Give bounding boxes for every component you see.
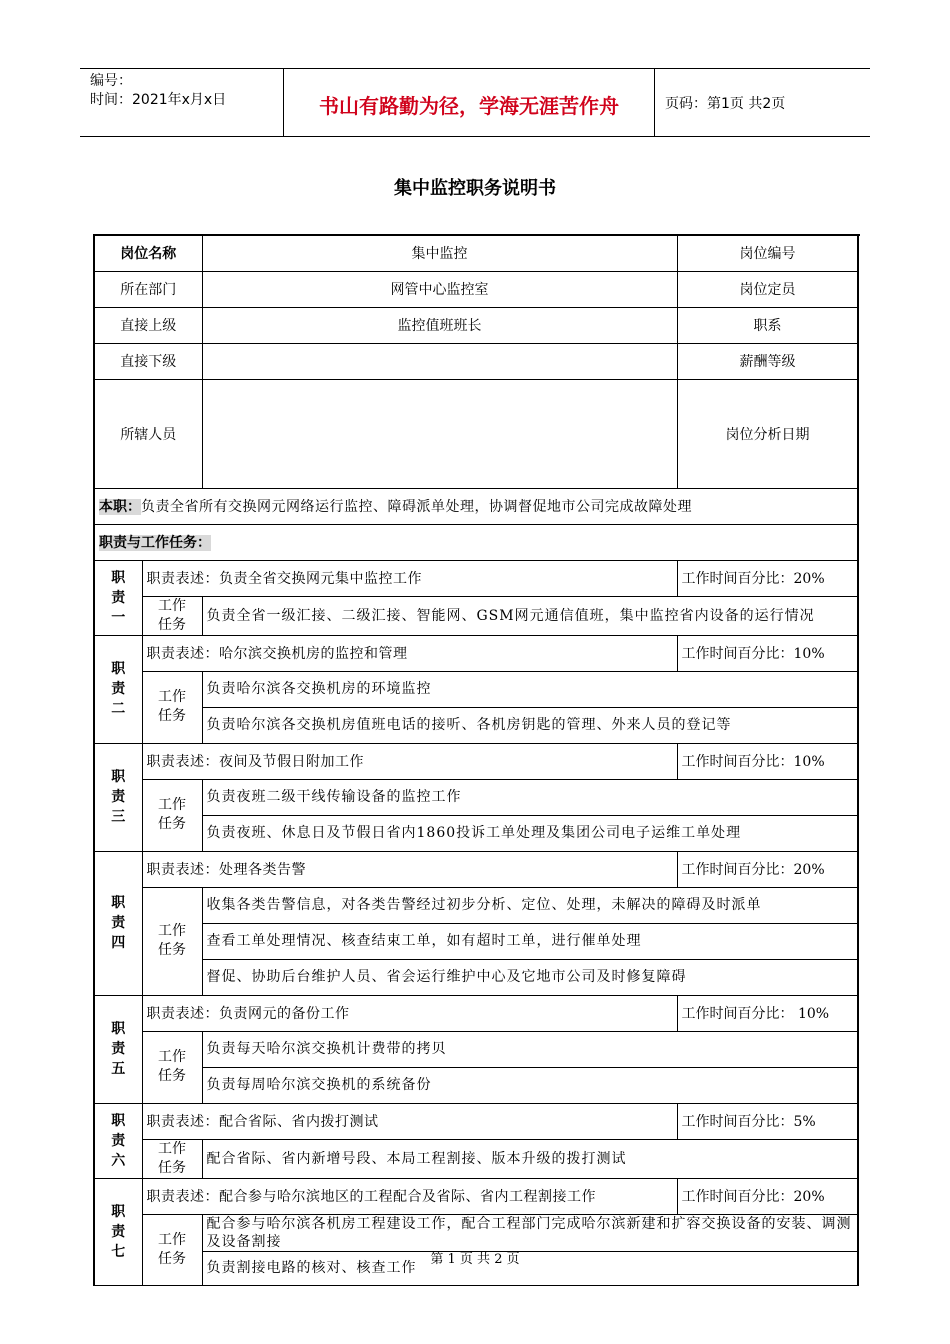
info-label: 职系 bbox=[677, 307, 858, 343]
duty-number-char: 职 bbox=[111, 661, 126, 677]
task-label-line: 工作 bbox=[158, 1231, 186, 1248]
duty-number-cell bbox=[94, 743, 142, 851]
duty-time-percentage: 工作时间百分比：10% bbox=[677, 635, 858, 671]
task-text: 负责夜班、休息日及节假日省内1860投诉工单处理及集团公司电子运维工单处理 bbox=[202, 815, 858, 851]
info-label: 岗位名称 bbox=[94, 235, 202, 271]
duty-number-char: 责 bbox=[111, 1223, 126, 1240]
duty-number-char: 责 bbox=[111, 1132, 126, 1149]
info-value: 监控值班班长 bbox=[202, 307, 677, 343]
duties-heading: 职责与工作任务： bbox=[99, 535, 211, 551]
info-value: 网管中心监控室 bbox=[202, 271, 677, 307]
task-row bbox=[94, 779, 858, 815]
duty-description: 职责表述：配合省际、省内拨打测试 bbox=[142, 1103, 677, 1139]
duty-number-cell bbox=[94, 560, 142, 635]
task-label-cell bbox=[142, 1031, 202, 1103]
task-text: 负责割接电路的核对、核查工作 bbox=[202, 1251, 858, 1285]
info-row bbox=[94, 343, 858, 379]
task-label-line: 任务 bbox=[158, 616, 186, 633]
duty-number-char: 责 bbox=[111, 789, 126, 805]
duty-description-row bbox=[94, 1103, 858, 1139]
duty-number-cell bbox=[94, 851, 142, 995]
header-page-number: 页码：第1页 共2页 bbox=[665, 96, 786, 112]
task-label-line: 工作 bbox=[158, 1140, 186, 1157]
duty-number-char: 一 bbox=[111, 609, 126, 626]
task-row bbox=[94, 959, 858, 995]
duty-time-percentage: 工作时间百分比：20% bbox=[677, 1178, 858, 1214]
task-row bbox=[94, 923, 858, 959]
duty-time-percentage: 工作时间百分比：10% bbox=[677, 743, 858, 779]
info-value bbox=[202, 379, 677, 488]
task-label-cell bbox=[142, 887, 202, 995]
task-text: 配合省际、省内新增号段、本局工程割接、版本升级的拨打测试 bbox=[202, 1139, 858, 1178]
duty-number-char: 责 bbox=[111, 681, 126, 697]
duty-number-char: 七 bbox=[111, 1243, 126, 1260]
task-text: 负责哈尔滨各交换机房值班电话的接听、各机房钥匙的管理、外来人员的登记等 bbox=[202, 707, 858, 743]
duty-number-cell bbox=[94, 1178, 142, 1285]
header-motto: 书山有路勤为径，学海无涯苦作舟 bbox=[319, 94, 619, 118]
duty-description-row bbox=[94, 560, 858, 596]
info-row bbox=[94, 235, 858, 271]
summary-row bbox=[94, 488, 858, 524]
info-label: 所辖人员 bbox=[94, 379, 202, 488]
task-text: 查看工单处理情况、核查结束工单，如有超时工单，进行催单处理 bbox=[202, 923, 858, 959]
duty-time-percentage: 工作时间百分比：5% bbox=[677, 1103, 858, 1139]
task-label-cell bbox=[142, 1139, 202, 1178]
task-text: 负责夜班二级干线传输设备的监控工作 bbox=[202, 779, 858, 815]
summary-label: 本职： bbox=[99, 499, 141, 515]
task-text: 负责每周哈尔滨交换机的系统备份 bbox=[202, 1067, 858, 1103]
duty-time-percentage: 工作时间百分比：20% bbox=[677, 851, 858, 887]
duty-number-char: 责 bbox=[111, 1041, 126, 1057]
duty-number-char: 责 bbox=[111, 915, 126, 931]
task-row bbox=[94, 671, 858, 707]
duty-description: 职责表述：处理各类告警 bbox=[142, 851, 677, 887]
duty-number-char: 职 bbox=[111, 1112, 126, 1129]
task-label-line: 任务 bbox=[158, 1250, 186, 1267]
task-row bbox=[94, 596, 858, 635]
info-value: 集中监控 bbox=[202, 235, 677, 271]
summary-text: 负责全省所有交换网元网络运行监控、障碍派单处理，协调督促地市公司完成故障处理 bbox=[141, 499, 692, 515]
info-row bbox=[94, 307, 858, 343]
info-label: 所在部门 bbox=[94, 271, 202, 307]
header-divider-right bbox=[654, 68, 655, 136]
task-label-line: 工作 bbox=[158, 923, 186, 939]
duty-time-percentage: 工作时间百分比：20% bbox=[677, 560, 858, 596]
header-top-rule bbox=[80, 68, 870, 69]
duty-number-char: 职 bbox=[111, 769, 126, 785]
header-time: 时间：2021年x月x日 bbox=[90, 92, 227, 108]
task-label-line: 任务 bbox=[158, 816, 186, 832]
task-row bbox=[94, 1214, 858, 1251]
duty-number-char: 职 bbox=[111, 569, 126, 586]
task-row bbox=[94, 1139, 858, 1178]
task-label-line: 工作 bbox=[158, 689, 186, 705]
duty-number-char: 四 bbox=[111, 935, 126, 951]
task-row bbox=[94, 887, 858, 923]
task-text: 收集各类告警信息，对各类告警经过初步分析、定位、处理，未解决的障碍及时派单 bbox=[202, 887, 858, 923]
duty-description-row bbox=[94, 851, 858, 887]
task-text: 配合参与哈尔滨各机房工程建设工作，配合工程部门完成哈尔滨新建和扩容交换设备的安装、调测及设备割接 bbox=[202, 1214, 858, 1251]
duty-number-char: 三 bbox=[111, 809, 126, 825]
info-label: 岗位编号 bbox=[677, 235, 858, 271]
duty-description-row bbox=[94, 995, 858, 1031]
duty-description: 职责表述：负责网元的备份工作 bbox=[142, 995, 677, 1031]
duty-description: 职责表述：配合参与哈尔滨地区的工程配合及省际、省内工程割接工作 bbox=[142, 1178, 677, 1214]
duty-number-cell bbox=[94, 1103, 142, 1178]
info-label: 薪酬等级 bbox=[677, 343, 858, 379]
duty-number-char: 责 bbox=[111, 589, 126, 606]
info-label: 直接上级 bbox=[94, 307, 202, 343]
duty-number-char: 二 bbox=[111, 701, 126, 717]
task-label-cell bbox=[142, 671, 202, 743]
document-title: 集中监控职务说明书 bbox=[394, 178, 556, 199]
info-label: 直接下级 bbox=[94, 343, 202, 379]
duty-description-row bbox=[94, 635, 858, 671]
task-row bbox=[94, 707, 858, 743]
info-label: 岗位分析日期 bbox=[677, 379, 858, 488]
task-text: 督促、协助后台维护人员、省会运行维护中心及它地市公司及时修复障碍 bbox=[202, 959, 858, 995]
duty-description: 职责表述：夜间及节假日附加工作 bbox=[142, 743, 677, 779]
duty-number-char: 职 bbox=[111, 1203, 126, 1220]
header-bottom-rule bbox=[80, 136, 870, 137]
duty-description: 职责表述：负责全省交换网元集中监控工作 bbox=[142, 560, 677, 596]
header-number: 编号： bbox=[90, 73, 132, 89]
page-footer: 第 1 页 共 2 页 bbox=[430, 1252, 520, 1267]
task-row bbox=[94, 1067, 858, 1103]
task-row bbox=[94, 1031, 858, 1067]
duty-time-percentage: 工作时间百分比： 10% bbox=[677, 995, 858, 1031]
info-row bbox=[94, 379, 858, 488]
task-label-cell bbox=[142, 596, 202, 635]
duty-number-char: 职 bbox=[111, 895, 126, 911]
task-label-line: 任务 bbox=[158, 1068, 186, 1084]
duty-number-char: 五 bbox=[111, 1061, 126, 1077]
task-label-cell bbox=[142, 779, 202, 851]
header-meta bbox=[90, 72, 226, 110]
info-row bbox=[94, 271, 858, 307]
task-label-line: 任务 bbox=[158, 1159, 186, 1176]
summary-cell bbox=[94, 488, 858, 524]
task-text: 负责哈尔滨各交换机房的环境监控 bbox=[202, 671, 858, 707]
duties-heading-cell bbox=[94, 524, 858, 560]
duty-description: 职责表述：哈尔滨交换机房的监控和管理 bbox=[142, 635, 677, 671]
duty-description-row bbox=[94, 743, 858, 779]
duty-description-row bbox=[94, 1178, 858, 1214]
duty-number-cell bbox=[94, 995, 142, 1103]
info-label: 岗位定员 bbox=[677, 271, 858, 307]
task-label-line: 工作 bbox=[158, 797, 186, 813]
task-label-line: 工作 bbox=[158, 597, 186, 614]
duty-number-cell bbox=[94, 635, 142, 743]
duties-heading-row bbox=[94, 524, 858, 560]
duty-number-char: 六 bbox=[111, 1152, 126, 1169]
duty-number-char: 职 bbox=[111, 1021, 126, 1037]
task-row bbox=[94, 815, 858, 851]
info-value bbox=[202, 343, 677, 379]
task-label-line: 工作 bbox=[158, 1049, 186, 1065]
task-text: 负责每天哈尔滨交换机计费带的拷贝 bbox=[202, 1031, 858, 1067]
task-label-line: 任务 bbox=[158, 708, 186, 724]
task-text: 负责全省一级汇接、二级汇接、智能网、GSM网元通信值班，集中监控省内设备的运行情况 bbox=[202, 596, 858, 635]
job-description-table bbox=[93, 234, 859, 1286]
task-label-line: 任务 bbox=[158, 942, 186, 958]
